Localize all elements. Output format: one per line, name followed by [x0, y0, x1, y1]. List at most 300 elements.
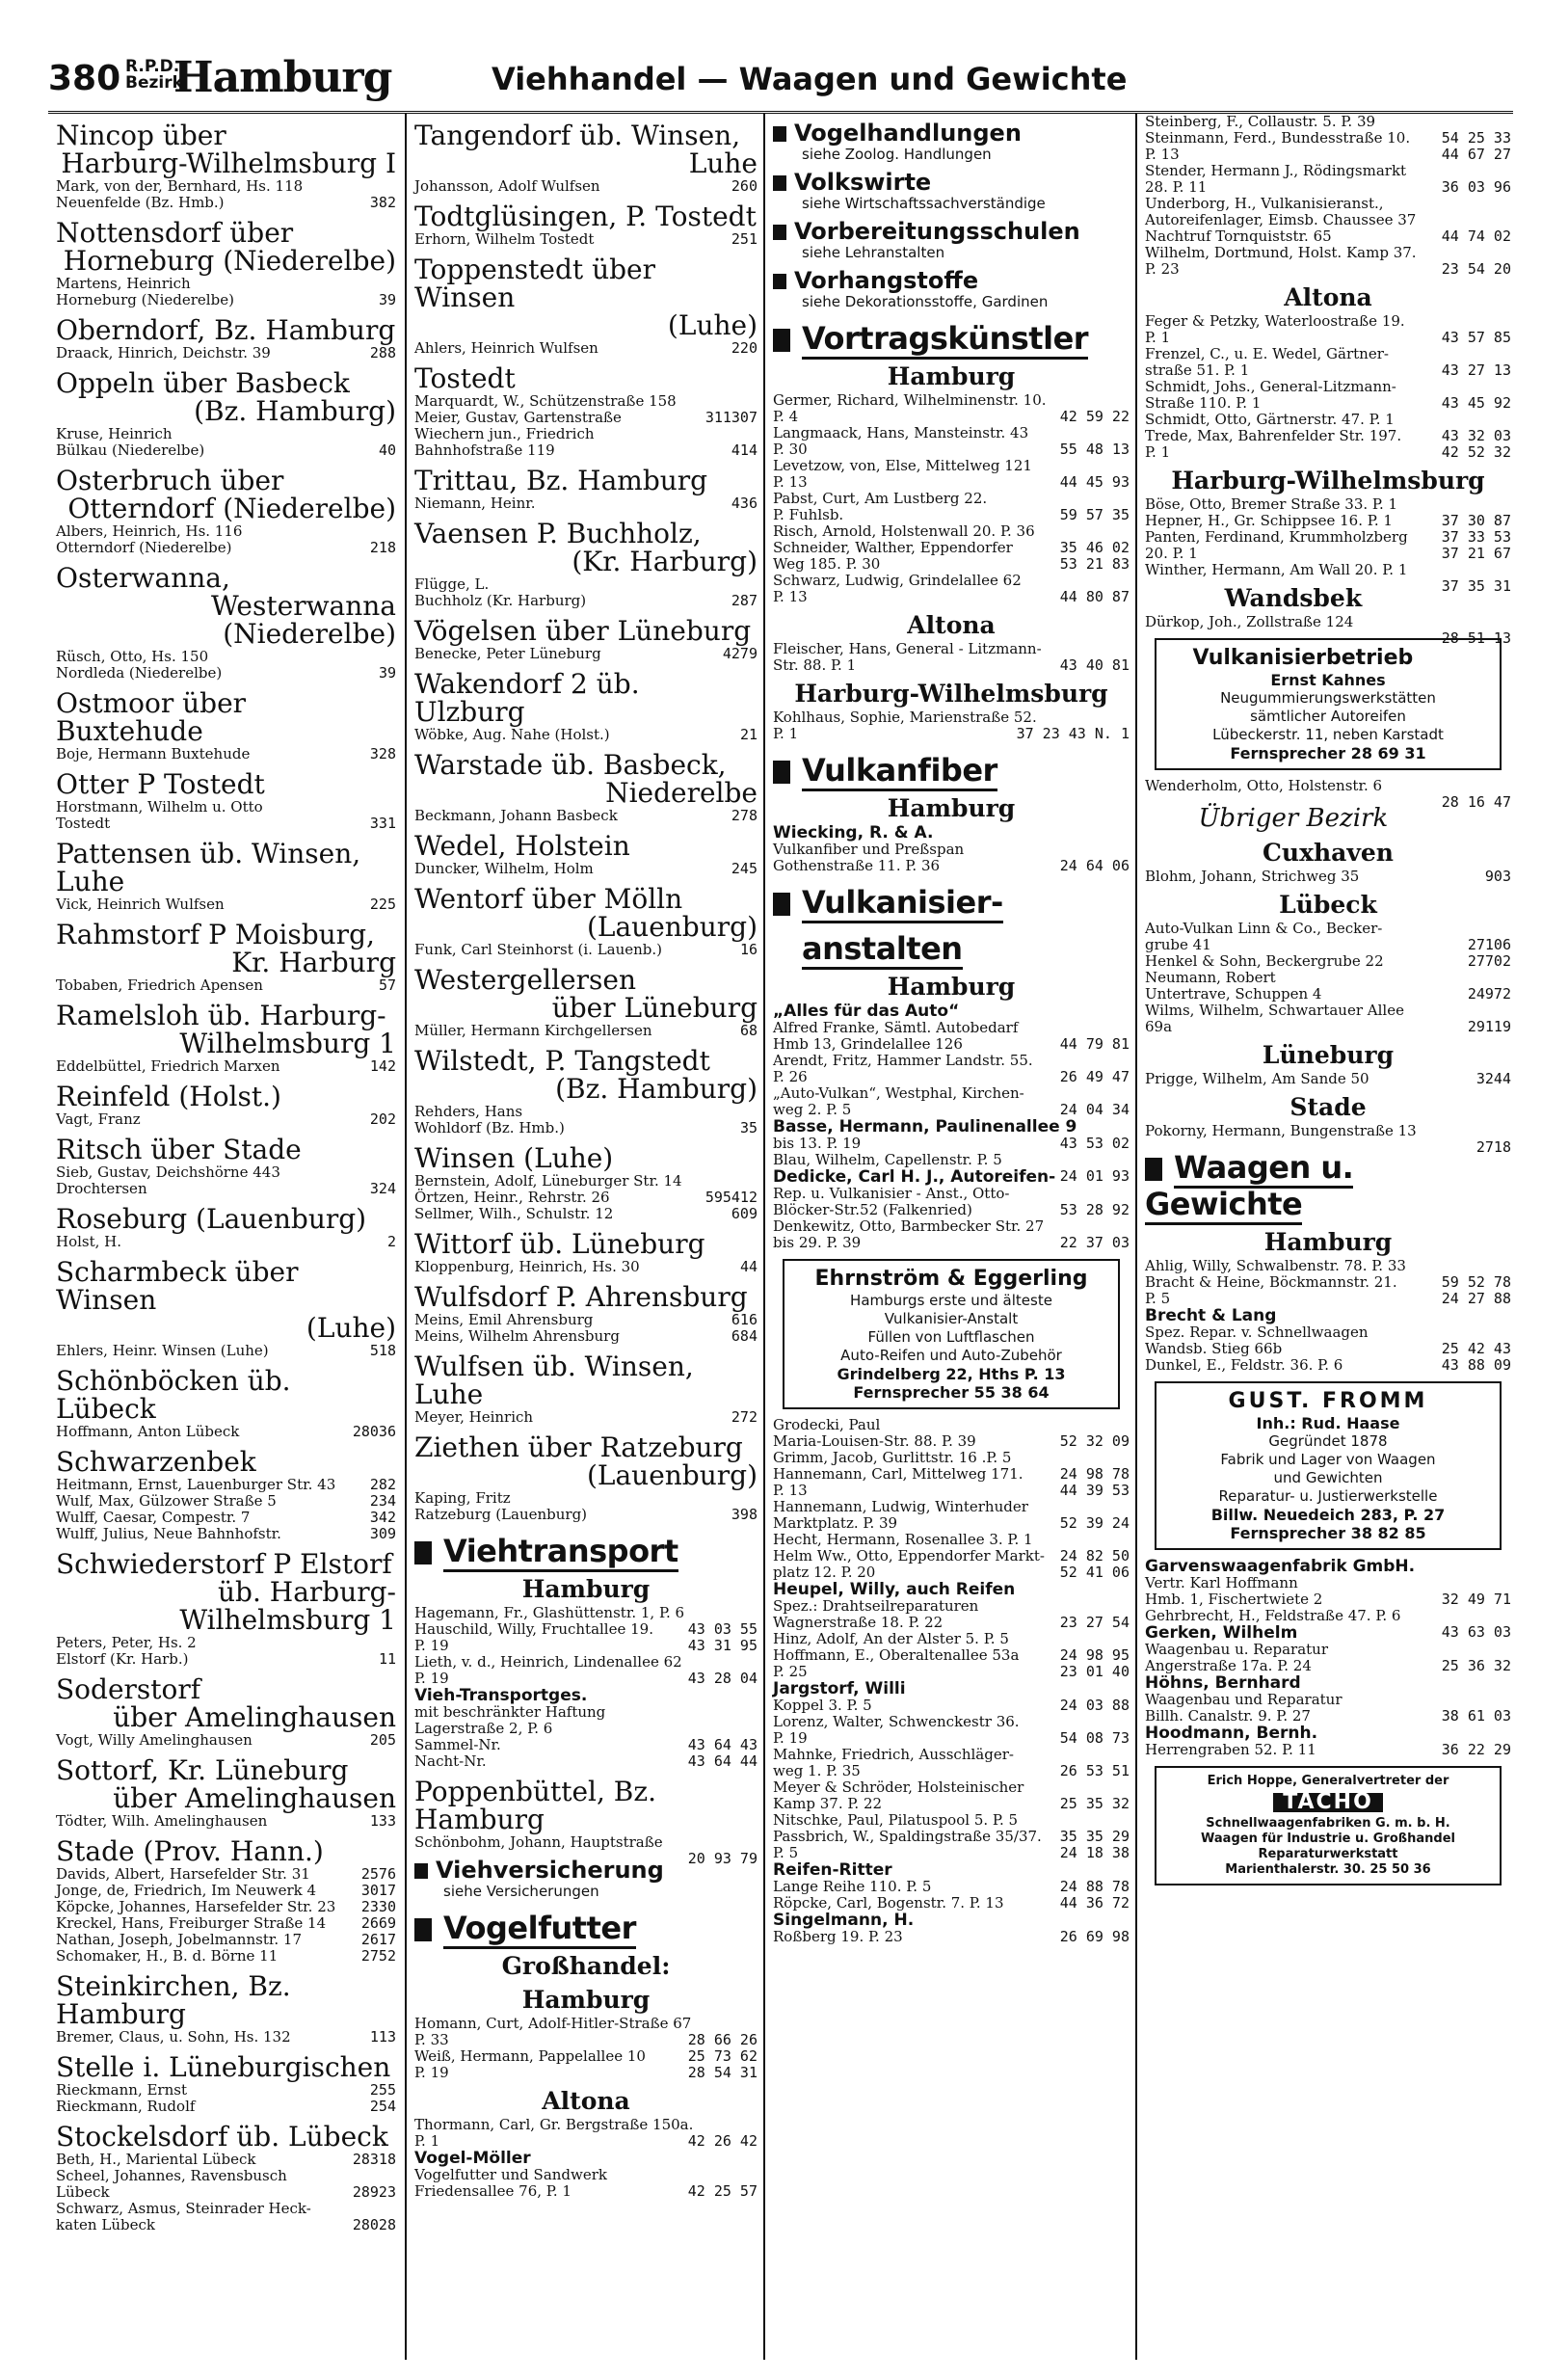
listing-row: 59 57 35 P. Fuhlsb.	[773, 506, 1130, 523]
listing-row: 43 45 92 Straße 110. P. 1	[1145, 394, 1511, 412]
header-city: Hamburg	[173, 53, 392, 102]
listing-row: Fleischer, Hans, General - Litzmann-	[773, 640, 1042, 657]
place-heading	[56, 1550, 396, 1634]
header-title: Viehhandel — Waagen und Gewichte	[492, 61, 1128, 97]
phone-number: 37 21 67	[1441, 545, 1511, 562]
listing-row: 52 41 06 platz 12. P. 20	[773, 1564, 1130, 1581]
listing-row: 518 Ehlers, Heinr. Winsen (Luhe)	[56, 1342, 396, 1359]
listing-row: 342 Wulff, Caesar, Compestr. 7	[56, 1509, 396, 1526]
listing-row: 278 Beckmann, Johann Basbeck	[414, 807, 758, 824]
listing-row: 288 Draack, Hinrich, Deichstr. 39	[56, 344, 396, 361]
column-1	[48, 114, 400, 2360]
heading-marker	[773, 329, 790, 352]
phone-number: 2330	[360, 1898, 396, 1915]
advertisement-box	[1155, 1381, 1502, 1550]
listing-row: Schmidt, Otto, Gärtnerstr. 47. P. 1	[1145, 411, 1395, 428]
ad-line: Lübeckerstr. 11, neben Karstadt	[1212, 726, 1444, 743]
place-heading	[414, 617, 758, 645]
listing-row: 616 Meins, Emil Ahrensburg	[414, 1311, 758, 1328]
heading-text: Volkswirte	[794, 169, 932, 196]
place-name: Oppeln über Basbeck	[56, 367, 350, 399]
phone-number: 32 49 71	[1441, 1591, 1511, 1608]
heading-text: Vorhangstoffe	[794, 267, 979, 294]
place-heading	[56, 1972, 396, 2028]
listing-row: Autoreifenlager, Eimsb. Chaussee 37	[1145, 211, 1417, 228]
listing-row: Grodecki, Paul	[773, 1416, 881, 1433]
listing-row: 287 Buchholz (Kr. Harburg)	[414, 592, 758, 609]
phone-number: 24972	[1467, 985, 1511, 1003]
firm-name: „Alles für das Auto“	[773, 1002, 960, 1021]
place-name: Warstade üb. Basbeck,	[414, 749, 727, 781]
place-heading	[414, 1778, 758, 1833]
listing-row: 309 Wulff, Julius, Neue Bahnhofstr.	[56, 1525, 396, 1542]
phone-number: 234	[369, 1492, 396, 1510]
listing-row: 2 Holst, H.	[56, 1233, 396, 1250]
listing-row: 234 Wulf, Max, Gülzower Straße 5	[56, 1492, 396, 1510]
listing-row: 35 Wohldorf (Bz. Hmb.)	[414, 1119, 758, 1137]
phone-number: 398	[731, 1506, 758, 1523]
listing-row: 24 27 88 P. 5	[1145, 1290, 1511, 1307]
place-heading	[414, 202, 758, 230]
place-name: Ziethen über Ratzeburg	[414, 1431, 743, 1463]
tacho-line: Waagen für Industrie u. Großhandel	[1201, 1832, 1455, 1846]
listing-row: Auto-Vulkan Linn & Co., Becker-	[1145, 920, 1383, 937]
listing-row: 595 Örtzen, Heinr., Rehrstr. 26	[414, 1189, 731, 1206]
ad-contact: Fernsprecher 55 38 64	[853, 1383, 1050, 1402]
phone-number: 518	[369, 1342, 396, 1359]
listing-row: 53 21 83 Weg 185. P. 30	[773, 555, 1130, 573]
listing-row: Wilhelm, Dortmund, Holst. Kamp 37.	[1145, 244, 1417, 261]
listing-row: Bracht & Heine, Böckmannstr. 21.	[1145, 1273, 1397, 1291]
phone-number: 43 32 03	[1441, 427, 1511, 444]
phone-number: 245	[731, 860, 758, 877]
listing-row: 28 66 26 P. 33	[414, 2031, 758, 2048]
phone-number: 68	[739, 1022, 758, 1039]
listing-row: 251 Erhorn, Wilhelm Tostedt	[414, 230, 758, 248]
firm-name: Hoodmann, Bernh.	[1145, 1724, 1318, 1743]
tacho-line: Schnellwaagenfabriken G. m. b. H.	[1206, 1816, 1450, 1831]
phone-number: 43 88 09	[1441, 1356, 1511, 1374]
listing-row: 68 Müller, Hermann Kirchgellersen	[414, 1022, 758, 1039]
place-name: Steinkirchen, Bz. Hamburg	[56, 1970, 291, 2030]
place-name: Schönböcken üb. Lübeck	[56, 1365, 291, 1425]
place-heading	[56, 219, 396, 275]
phone-number: 43 57 85	[1441, 329, 1511, 346]
listing-row: 2752 Schomaker, H., B. d. Börne 11	[56, 1947, 396, 1965]
place-name: Ramelsloh üb. Harburg-	[56, 1000, 386, 1031]
phone-number: 37 33 53	[1441, 528, 1511, 546]
listing-row: 32 49 71 Hmb. 1, Fischertwiete 2	[1145, 1591, 1511, 1608]
listing-row: 24 03 88 Koppel 3. P. 5	[773, 1697, 1130, 1714]
phone-number: 16	[739, 941, 758, 958]
phone-number: 53 21 83	[1059, 555, 1130, 573]
listing-row: 44 79 81 Hmb 13, Grindelallee 126	[773, 1035, 1130, 1053]
place-heading	[414, 966, 758, 1022]
listing-row: Böse, Otto, Bremer Straße 33. P. 1	[1145, 495, 1398, 513]
firm-name: Basse, Hermann, Paulinenallee 9	[773, 1117, 1077, 1137]
phone-number: 42 52 32	[1441, 443, 1511, 461]
listing-row: Nitschke, Paul, Pilatuspool 5. P. 5	[773, 1811, 1019, 1829]
listing-row: 23 01 40 P. 25	[773, 1663, 1130, 1680]
place-heading	[414, 1047, 758, 1103]
place-name: Winsen (Luhe)	[414, 1142, 614, 1174]
listing-row: 254 Rieckmann, Rudolf	[56, 2098, 396, 2115]
place-heading	[56, 467, 396, 522]
listing-row: 24 64 06 Gothenstraße 11. P. 36	[773, 857, 1130, 874]
firm-name: Vieh-Transportges.	[414, 1686, 588, 1705]
ad-line: und Gewichten	[1273, 1469, 1383, 1486]
place-heading	[414, 467, 758, 495]
listing-row: 43 64 44 Nacht-Nr.	[414, 1752, 758, 1770]
place-continuation: (Luhe)	[306, 1312, 396, 1344]
listing-row: Vulkanfiber und Preßspan	[773, 841, 965, 858]
phone-number: 26 49 47	[1059, 1068, 1130, 1085]
listing-row: 382 Neuenfelde (Bz. Hmb.)	[56, 194, 396, 211]
listing-row: Wiechern jun., Friedrich	[414, 425, 595, 442]
phone-number: 39	[378, 291, 396, 308]
listing-row: Thormann, Carl, Gr. Bergstraße 150a.	[414, 2116, 694, 2133]
phone-number: 24 03 88	[1059, 1697, 1130, 1714]
city-heading: Hamburg	[887, 973, 1016, 1001]
listing-row: Lagerstraße 2, P. 6	[414, 1720, 553, 1737]
phone-number: 2576	[360, 1865, 396, 1883]
firm-name: Jargstorf, Willi	[773, 1679, 906, 1698]
phone-number: 288	[369, 344, 396, 361]
city-heading: Hamburg	[521, 1986, 651, 2014]
listing-row: 44 74 02 Nachtruf Tornquiststr. 65	[1145, 227, 1511, 245]
phone-number: 59 57 35	[1059, 506, 1130, 523]
see-reference: siehe Dekorationsstoffe, Gardinen	[802, 293, 1049, 310]
phone-number: 307	[731, 409, 758, 426]
see-reference: siehe Wirtschaftssachverständige	[802, 195, 1046, 212]
phone-number: 436	[731, 495, 758, 512]
phone-number: 57	[378, 976, 396, 994]
rpd-label: R.P.D.	[125, 57, 180, 76]
listing-row: 37 21 67 20. P. 1	[1145, 545, 1511, 562]
listing-row: 133 Tödter, Wilh. Amelinghausen	[56, 1812, 396, 1830]
phone-number: 414	[731, 441, 758, 459]
listing-row: 23 54 20 P. 23	[1145, 260, 1511, 278]
listing-row: 2330 Köpcke, Johannes, Harsefelder Str. 23	[56, 1898, 396, 1915]
place-heading	[56, 840, 396, 896]
phone-number: 260	[731, 177, 758, 195]
listing-row: Trede, Max, Bahrenfelder Str. 197.	[1145, 427, 1402, 444]
section-vulkanisieranstalten	[773, 884, 1130, 921]
place-continuation: Harburg-Wilhelmsburg I	[61, 147, 396, 179]
firm-name: Gerken, Wilhelm	[1145, 1623, 1298, 1643]
listing-row: Mark, von der, Bernhard, Hs. 118	[56, 177, 304, 195]
listing-row: Meyer & Schröder, Holsteinischer	[773, 1778, 1024, 1796]
place-continuation: (Bz. Hamburg)	[194, 395, 396, 427]
place-name: Sottorf, Kr. Lüneburg	[56, 1754, 349, 1786]
phone-number: 328	[369, 745, 396, 762]
phone-number: 28028	[352, 2216, 396, 2233]
phone-number: 609	[731, 1205, 758, 1222]
listing-row: Kruse, Heinrich	[56, 425, 173, 442]
listing-row: 27106 grube 41	[1145, 936, 1511, 953]
phone-number: 113	[369, 2028, 396, 2046]
listing-row: Rep. u. Vulkanisier - Anst., Otto-	[773, 1185, 1010, 1202]
listing-row: Vogelfutter und Sandwerk	[414, 2166, 607, 2183]
phone-number: 44 45 93	[1059, 473, 1130, 491]
phone-number: 43 64 44	[687, 1752, 758, 1770]
listing-row: Pabst, Curt, Am Lustberg 22.	[773, 490, 988, 507]
place-heading	[56, 1756, 396, 1812]
listing-row: 54 08 73 P. 19	[773, 1729, 1130, 1747]
phone-number: 20 93 79	[687, 1850, 758, 1867]
listing-row: 27702 Henkel & Sohn, Beckergrube 22	[1145, 952, 1511, 970]
heading-marker	[414, 1918, 432, 1941]
place-name: Vaensen P. Buchholz,	[414, 518, 702, 549]
firm-name: Vogel-Möller	[414, 2149, 531, 2168]
listing-row: 282 Heitmann, Ernst, Lauenburger Str. 43	[56, 1476, 396, 1493]
place-name: Wentorf über Mölln	[414, 883, 683, 915]
ad-line: Auto-Reifen und Auto-Zubehör	[840, 1347, 1062, 1364]
listing-row: 43 27 13 straße 51. P. 1	[1145, 361, 1511, 379]
listing-row: Passbrich, W., Spaldingstraße 35/37.	[773, 1828, 1042, 1845]
listing-row: 25 73 62 Weiß, Hermann, Pappelallee 10	[414, 2047, 758, 2065]
place-continuation: (Kr. Harburg)	[572, 546, 758, 577]
phone-number: 205	[369, 1731, 396, 1749]
listing-row: 4279 Benecke, Peter Lüneburg	[414, 645, 758, 662]
listing-row: Schwarz, Ludwig, Grindelallee 62	[773, 572, 1022, 589]
phone-number: 25 35 32	[1059, 1795, 1130, 1812]
listing-row: 44 45 93 P. 13	[773, 473, 1130, 491]
listing-row: Winther, Hermann, Am Wall 20. P. 1	[1145, 561, 1408, 578]
listing-row: 609 Sellmer, Wilh., Schulstr. 12	[414, 1205, 758, 1222]
phone-number: 278	[731, 807, 758, 824]
listing-row: Vertr. Karl Hoffmann	[1145, 1574, 1298, 1591]
place-name: Oberndorf, Bz. Hamburg	[56, 314, 396, 346]
place-heading	[414, 1433, 758, 1489]
listing-row: 255 Rieckmann, Ernst	[56, 2081, 396, 2099]
listing-row: 43 64 43 Sammel-Nr.	[414, 1736, 758, 1753]
phone-number: 44 79 81	[1059, 1035, 1130, 1053]
phone-number: 29119	[1467, 1018, 1511, 1035]
listing-row: Steinmann, Ferd., Bundesstraße 10.	[1145, 129, 1411, 147]
listing-row: 44 67 27 P. 13	[1145, 146, 1511, 163]
listing-row: 16 Funk, Carl Steinhorst (i. Lauenb.)	[414, 941, 758, 958]
heading-marker	[773, 126, 786, 142]
place-name: Vögelsen über Lüneburg	[414, 615, 752, 647]
phone-number: 43 53 02	[1059, 1135, 1130, 1152]
place-heading	[414, 1352, 758, 1408]
phone-number: 282	[369, 1476, 396, 1493]
phone-number: 2669	[360, 1914, 396, 1932]
place-name: Stockelsdorf üb. Lübeck	[56, 2121, 388, 2153]
listing-row: 22 37 03 bis 29. P. 39	[773, 1234, 1130, 1251]
place-continuation: über Lüneburg	[551, 992, 758, 1024]
firm-name: Singelmann, H.	[773, 1911, 915, 1930]
heading-text: Waagen u. Gewichte	[1145, 1149, 1353, 1225]
listing-row: 42 25 57 Friedensallee 76, P. 1	[414, 2182, 758, 2200]
firm-name: Brecht & Lang	[1145, 1306, 1277, 1325]
heading-text: Vulkanisier-	[802, 884, 1003, 923]
phone-number: 38 61 03	[1441, 1707, 1511, 1725]
place-heading	[414, 255, 758, 339]
place-name: Roseburg (Lauenburg)	[56, 1203, 367, 1235]
listing-row: 245 Duncker, Wilhelm, Holm	[414, 860, 758, 877]
listing-row: Steinberg, F., Collaustr. 5. P. 39	[1145, 114, 1376, 130]
phone-number: 25 42 43	[1441, 1340, 1511, 1357]
phone-number: 3017	[360, 1882, 396, 1899]
listing-row: 202 Vagt, Franz	[56, 1110, 396, 1128]
phone-number: 382	[369, 194, 396, 211]
phone-number: 133	[369, 1812, 396, 1830]
place-heading	[414, 1230, 758, 1258]
city-heading: Altona	[907, 611, 996, 639]
page-header	[48, 53, 1513, 114]
heading-text: Vortragskünstler	[802, 320, 1088, 360]
listing-row: Stender, Hermann J., Rödingsmarkt	[1145, 162, 1407, 179]
place-heading	[414, 121, 758, 177]
see-section-heading	[773, 267, 1130, 294]
listing-row: Hepner, H., Gr. Schippsee 16. P. 1	[1145, 512, 1393, 529]
listing-row: 205 Vogt, Willy Amelinghausen	[56, 1731, 396, 1749]
listing-row: Ahlig, Willy, Schwalbenstr. 78. P. 33	[1145, 1257, 1406, 1274]
place-name: Ostmoor über Buxtehude	[56, 687, 247, 747]
firm-name: Reifen-Ritter	[773, 1860, 892, 1880]
tacho-top-line: Erich Hoppe, Generalvertreter der	[1207, 1774, 1449, 1788]
listing-row: Wilms, Wilhelm, Schwartauer Allee	[1145, 1002, 1404, 1019]
place-name: Stade (Prov. Hann.)	[56, 1835, 324, 1867]
listing-row: 220 Ahlers, Heinrich Wulfsen	[414, 339, 758, 357]
place-name: Wulfsdorf P. Ahrensburg	[414, 1281, 748, 1313]
place-continuation: über Amelinghausen	[113, 1782, 396, 1814]
phone-number: 44 67 27	[1441, 146, 1511, 163]
phone-number: 28 66 26	[687, 2031, 758, 2048]
place-heading	[56, 1205, 396, 1233]
firm-name: Heupel, Willy, auch Reifen	[773, 1580, 1016, 1599]
place-heading	[414, 885, 758, 941]
listing-row: 28036 Hoffmann, Anton Lübeck	[56, 1423, 396, 1440]
place-heading	[56, 921, 396, 976]
listing-row: Hecht, Hermann, Rosenallee 3. P. 1	[773, 1531, 1033, 1548]
phone-number: 28 51 13	[1441, 629, 1511, 647]
place-heading	[56, 770, 396, 798]
section-heading-cont	[773, 930, 1130, 967]
listing-row: 414 Bahnhofstraße 119	[414, 441, 758, 459]
phone-number: 24 88 78	[1059, 1878, 1130, 1895]
place-heading	[414, 670, 758, 726]
listing-row: 28318 Beth, H., Mariental Lübeck	[56, 2151, 396, 2168]
listing-row: Denkewitz, Otto, Barmbecker Str. 27	[773, 1217, 1045, 1235]
listing-row: 436 Niemann, Heinr.	[414, 495, 758, 512]
listing-row: Lorenz, Walter, Schwenckestr 36.	[773, 1713, 1020, 1730]
phone-number: 255	[369, 2081, 396, 2099]
listing-row: Gehrbrecht, H., Feldstraße 47. P. 6	[1145, 1607, 1401, 1624]
listing-row: Feger & Petzky, Waterloostraße 19.	[1145, 312, 1405, 330]
ad-line: Gegründet 1878	[1268, 1432, 1388, 1450]
listing-row: 52 32 09 Maria-Louisen-Str. 88. P. 39	[773, 1432, 1130, 1450]
listing-row: 24 04 34 weg 2. P. 5	[773, 1101, 1130, 1118]
listing-row: 44 39 53 P. 13	[773, 1482, 1130, 1499]
listing-row: Schneider, Walther, Eppendorfer	[773, 539, 1013, 556]
phone-number: 2617	[360, 1931, 396, 1948]
listing-row: 324 Drochtersen	[56, 1180, 396, 1197]
place-heading	[56, 1837, 396, 1865]
phone-number: 28 16 47	[1441, 793, 1511, 811]
place-continuation: (Bz. Hamburg)	[555, 1073, 758, 1105]
place-continuation: Niederelbe	[605, 777, 758, 809]
place-heading	[56, 564, 396, 648]
section-vogelfutter	[414, 1910, 758, 1946]
phone-number: 36 03 96	[1441, 178, 1511, 196]
listing-row: 11 Elstorf (Kr. Harb.)	[56, 1650, 396, 1668]
place-heading	[56, 2123, 396, 2151]
listing-row: Dürkop, Joh., Zollstraße 124	[1145, 613, 1354, 630]
phone-number: 24 98 95	[1059, 1646, 1130, 1664]
listing-row: Blau, Wilhelm, Capellenstr. P. 5	[773, 1151, 1002, 1168]
place-continuation: Horneburg (Niederelbe)	[63, 245, 396, 277]
phone-number: 54 08 73	[1059, 1729, 1130, 1747]
listing-row: Spez. Repar. v. Schnellwaagen	[1145, 1324, 1369, 1341]
phone-number: 24 18 38	[1059, 1844, 1130, 1861]
heading-text: Vogelhandlungen	[794, 120, 1022, 147]
phone-number: 2718	[1476, 1138, 1511, 1156]
place-name: Rahmstorf P Moisburg,	[56, 919, 375, 950]
listing-row: 25 36 32 Angerstraße 17a. P. 24	[1145, 1657, 1511, 1674]
phone-number: 59 52 78	[1441, 1273, 1511, 1291]
city-heading: Lüneburg	[1262, 1041, 1395, 1069]
place-heading	[414, 520, 758, 575]
subheading: Großhandel:	[501, 1952, 671, 1980]
place-heading	[414, 1144, 758, 1172]
place-heading	[56, 2053, 396, 2081]
phone-number: 54 25 33	[1441, 129, 1511, 147]
listing-row: 42 59 22 P. 4	[773, 408, 1130, 425]
place-name: Tangendorf üb. Winsen,	[414, 120, 741, 151]
ad-subtitle: Inh.: Rud. Haase	[1256, 1414, 1400, 1432]
listing-row: Wenderholm, Otto, Holstenstr. 6	[1145, 777, 1383, 794]
listing-row: Kaping, Fritz	[414, 1489, 511, 1507]
column-3	[763, 114, 1133, 2360]
place-name: Schwiederstorf P Elstorf	[56, 1548, 392, 1580]
listing-row: Mahnke, Friedrich, Ausschläger-	[773, 1746, 1014, 1763]
phone-number: 903	[1484, 868, 1511, 885]
phone-number: 37 30 87	[1441, 512, 1511, 529]
city-heading: Hamburg	[521, 1575, 651, 1603]
place-name: Otter P Tostedt	[56, 768, 265, 800]
phone-number: 43 03 55	[687, 1620, 758, 1638]
ad-address: Billw. Neuedeich 283, P. 27	[1210, 1506, 1446, 1524]
listing-row: 272 Meyer, Heinrich	[414, 1408, 758, 1426]
listing-row: 42 26 42 P. 1	[414, 2132, 758, 2150]
ad-contact: Fernsprecher 28 69 31	[1230, 744, 1426, 762]
phone-number: 412	[731, 1189, 758, 1206]
phone-number: 24 27 88	[1441, 1290, 1511, 1307]
place-continuation: Westerwanna (Niederelbe)	[210, 590, 396, 650]
listing-row: Waagenbau u. Reparatur	[1145, 1641, 1328, 1658]
column-4	[1135, 114, 1515, 2360]
phone-number: 218	[369, 539, 396, 556]
place-name: Pattensen üb. Winsen, Luhe	[56, 838, 361, 897]
phone-number: 4279	[722, 645, 758, 662]
phone-number: 272	[731, 1408, 758, 1426]
place-heading	[56, 1448, 396, 1476]
phone-number: 42 25 57	[687, 2182, 758, 2200]
place-name: Wittorf üb. Lüneburg	[414, 1228, 705, 1260]
phone-number: 24 04 34	[1059, 1101, 1130, 1118]
firm-name: Wiecking, R. & A.	[773, 823, 934, 842]
listing-row: Hinz, Adolf, An der Alster 5. P. 5	[773, 1630, 1009, 1647]
section-vortragskuenstler	[773, 320, 1130, 357]
phone-number: 27702	[1467, 952, 1511, 970]
phone-number: 24 82 50	[1059, 1547, 1130, 1564]
phone-number: 43 28 04	[687, 1670, 758, 1687]
listing-row: Risch, Arnold, Holstenwall 20. P. 36	[773, 522, 1035, 540]
firm-name: Dedicke, Carl H. J., Autoreifen-	[773, 1167, 1056, 1187]
